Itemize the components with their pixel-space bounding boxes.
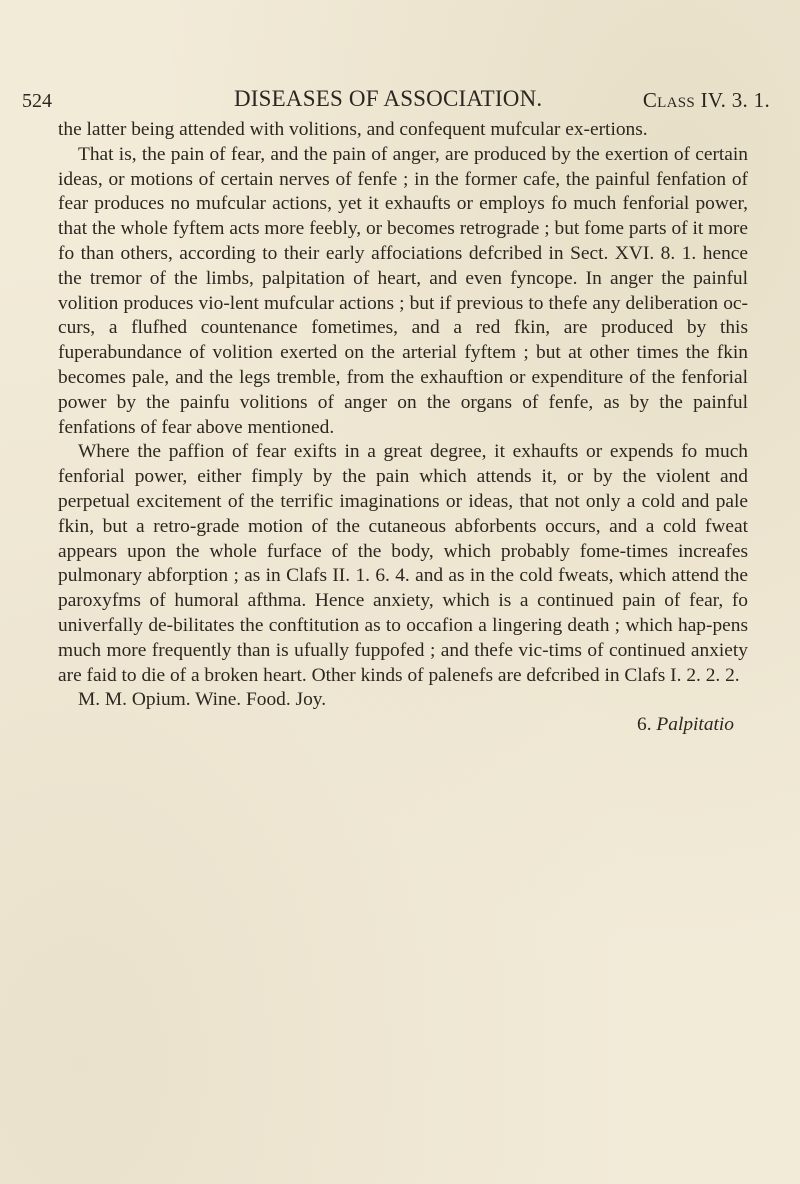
paragraph-fear-and-anger: That is, the pain of fear, and the pain of anger, are produced by the exertion of certain ideas, or motions of certain nerves of fenfe ; in the former cafe, the painful fenfation of fear produces no mufcular actions, yet it exhaufts or employs fo much fenforial power, that the whole fyftem acts more feebly, or becomes retrograde ; but fome parts of it more fo than others, according to their early affociations defcribed in Sect. XVI. 8. 1. hence the tremor of the limbs, palpitation of heart, and even fyncope. In anger the painful volition produces vio-lent mufcular actions ; but if previous to thefe any deliberation oc-curs, a flufhed countenance fometimes, and a red fkin, are produced by this fuperabundance of volition exerted on the arterial fyftem ; but at other times the fkin becomes pale, and the legs tremble, from the exhauftion or expenditure of the fenforial power by the painfu volitions of anger on the organs of fenfe, as by the painful fenfations of fear above mentioned. bbox=[58, 143, 748, 438]
page-number: 524 bbox=[22, 90, 52, 112]
catchword-word: Palpitatio bbox=[656, 714, 734, 736]
body-text bbox=[58, 118, 748, 738]
catchword-number: 6. bbox=[637, 714, 652, 736]
paragraph-passion-of-fear: Where the paffion of fear exifts in a great degree, it exhaufts or expends fo much fenforial power, either fimply by the pain which attends it, or by the violent and perpetual excitement of the terrific imaginations or ideas, that not only a cold and pale fkin, but a retro-grade motion of the cutaneous abforbents occurs, and a cold fweat appears upon the whole furface of the body, which probably fome-times increafes pulmonary abforption ; as in Clafs II. 1. 6. 4. and as in the cold fweats, which attend the paroxyfms of humoral afthma. Hence anxiety, which is a continued pain of fear, fo univerfally de-bilitates the conftitution as to occafion a lingering death ; which hap-pens much more frequently than is ufually fuppofed ; and thefe vic-tims of continued anxiety are faid to die of a broken heart. Other kinds of palenefs are defcribed in Clafs I. 2. 2. 2. bbox=[58, 441, 748, 686]
running-title: DISEASES OF ASSOCIATION. bbox=[234, 86, 543, 111]
class-reference: Class IV. 3. 1. bbox=[642, 88, 770, 112]
materia-medica-line: M. M. Opium. Wine. Food. Joy. bbox=[78, 689, 327, 711]
paragraph-continuation: the latter being attended with volitions, and confequent mufcular ex-ertions. bbox=[58, 119, 648, 140]
page-header bbox=[22, 86, 770, 120]
catchword bbox=[58, 713, 748, 738]
